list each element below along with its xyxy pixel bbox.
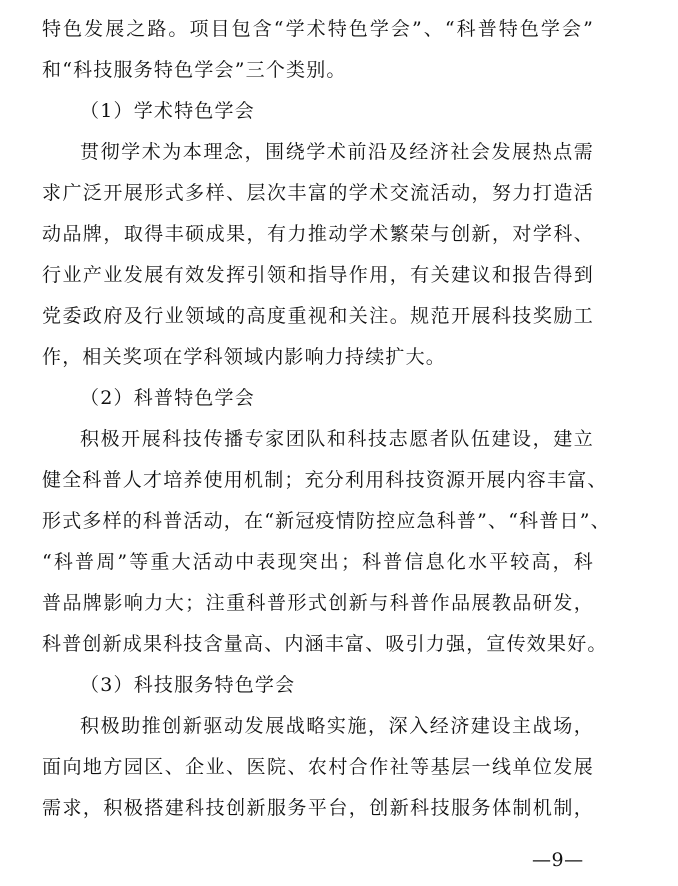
section-3-line-2: 面向地方园区、企业、医院、农村合作社等基层一线单位发展 [42,756,594,778]
section-1-line-6: 作，相关奖项在学科领域内影响力持续扩大。 [42,346,447,368]
section-1-line-1: 贯彻学术为本理念，围绕学术前沿及经济社会发展热点需 [80,141,594,163]
section-2-line-3: 形式多样的科普活动，在“新冠疫情防控应急科普”、“科普日”、 [42,510,611,532]
section-2-line-1: 积极开展科技传播专家团队和科技志愿者队伍建设，建立 [80,428,594,450]
page-number: —9— [532,849,584,871]
section-1-line-4: 行业产业发展有效发挥引领和指导作用，有关建议和报告得到 [42,264,594,286]
section-2-line-2: 健全科普人才培养使用机制；充分利用科技资源开展内容丰富、 [42,469,608,491]
section-2-heading: （2）科普特色学会 [80,387,255,409]
section-2-line-4: “科普周”等重大活动中表现突出；科普信息化水平较高，科 [42,551,594,573]
section-3-heading: （3）科技服务特色学会 [80,674,296,696]
section-1-line-3: 动品牌，取得丰硕成果，有力推动学术繁荣与创新，对学科、 [42,223,594,245]
section-1-line-5: 党委政府及行业领域的高度重视和关注。规范开展科技奖励工 [42,305,594,327]
section-3-line-1: 积极助推创新驱动发展战略实施，深入经济建设主战场， [80,715,594,737]
section-1-heading: （1）学术特色学会 [80,100,255,122]
section-3-line-3: 需求，积极搭建科技创新服务平台，创新科技服务体制机制， [42,797,594,819]
intro-line-1: 特色发展之路。项目包含“学术特色学会”、“科普特色学会” [42,18,594,40]
section-2-line-5: 普品牌影响力大；注重科普形式创新与科普作品展教品研发， [42,592,594,614]
section-2-line-6: 科普创新成果科技含量高、内涵丰富、吸引力强，宣传效果好。 [42,633,608,655]
intro-line-2: 和“科技服务特色学会”三个类别。 [42,59,347,81]
section-1-line-2: 求广泛开展形式多样、层次丰富的学术交流活动，努力打造活 [42,182,594,204]
